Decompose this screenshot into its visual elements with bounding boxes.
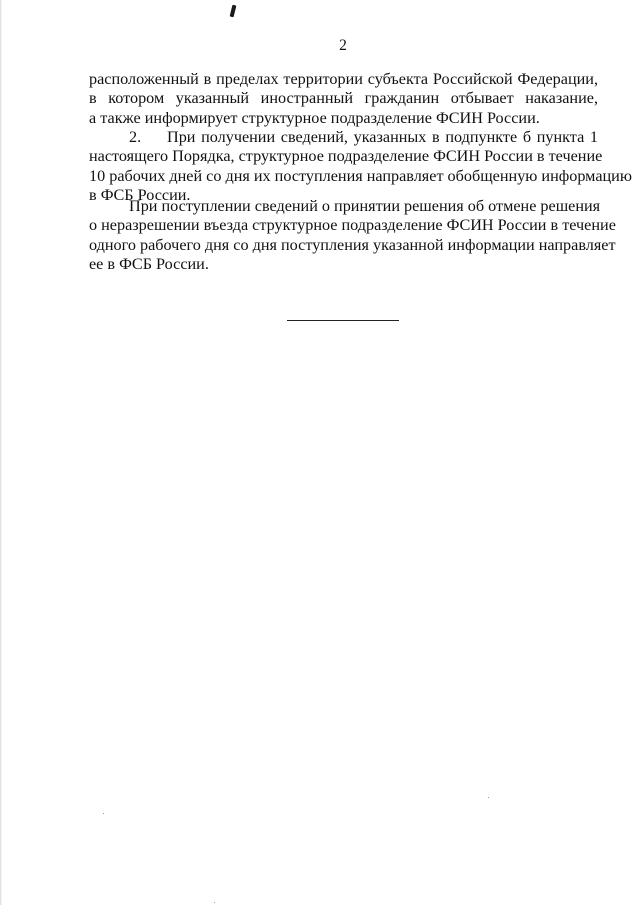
text-line: расположенный в пределах территории субъекта Российской Федерации, (89, 70, 598, 88)
text-line: в котором указанный иностранный гражданин отбывает наказание, (89, 89, 598, 108)
text-line: настоящего Порядка, структурное подразделение ФСИН России в течение (89, 147, 603, 166)
scan-edge-shadow (0, 0, 2, 905)
text-line: а также информирует структурное подразделение ФСИН России. (89, 108, 540, 127)
paragraph-cancellation (89, 197, 616, 275)
text-line: в ФСБ России. (89, 186, 191, 205)
item-number: 2. (129, 128, 142, 146)
text-line-content: При получении сведений, указанных в подпункте б пункта 1 (167, 128, 598, 146)
scan-ink-mark (230, 5, 237, 18)
text-line: о неразрешении въезда структурное подразделение ФСИН России в течение (89, 216, 616, 235)
text-line: 10 рабочих дней со дня их поступления направляет обобщенную информацию (89, 166, 632, 185)
scan-speck (488, 797, 489, 798)
text-line: одного рабочего дня со дня поступления указанной информации направляет (89, 235, 616, 254)
scan-speck (103, 813, 104, 814)
text-line: ее в ФСБ России. (89, 255, 209, 274)
paragraph-continuation (89, 70, 598, 128)
scan-speck (214, 902, 215, 903)
page-number: 2 (339, 37, 347, 54)
text-line (89, 128, 598, 147)
closing-separator-line (287, 320, 399, 321)
text-line: При поступлении сведений о принятии решения об отмене решения (129, 197, 601, 215)
